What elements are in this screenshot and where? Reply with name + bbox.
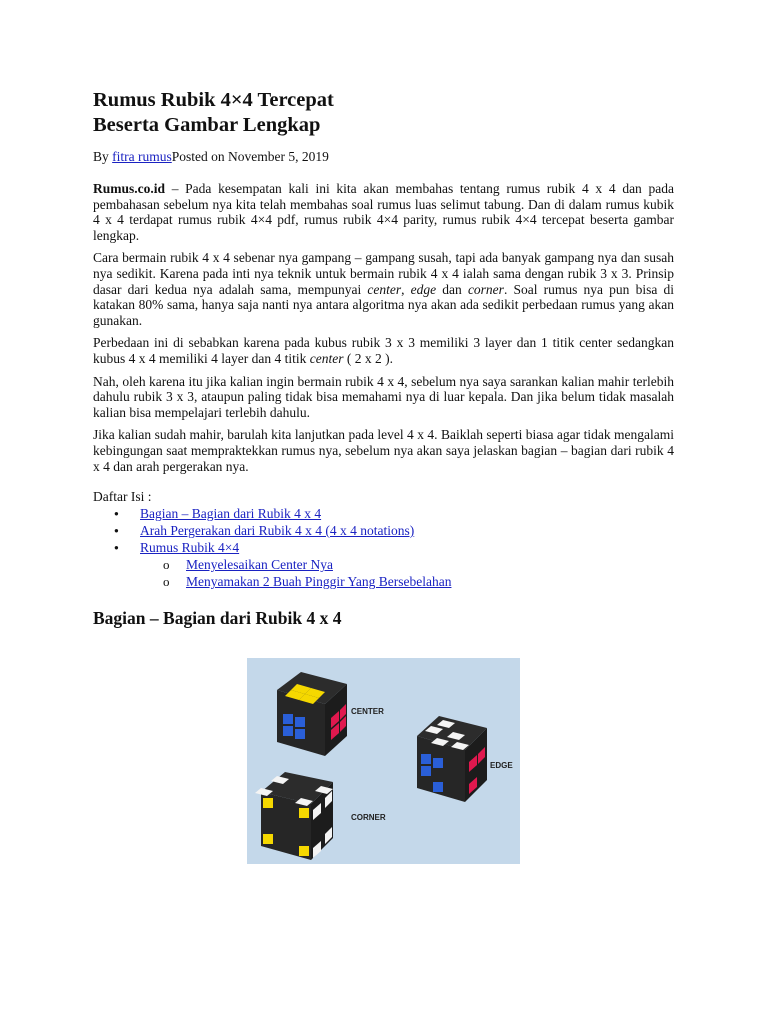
toc-link-arah[interactable]: Arah Pergerakan dari Rubik 4 x 4 (4 x 4 notations) xyxy=(140,523,415,539)
toc-link-bagian[interactable]: Bagian – Bagian dari Rubik 4 x 4 xyxy=(140,506,322,522)
toc-item xyxy=(93,505,674,522)
paragraph-advice: Nah, oleh karena itu jika kalian ingin bermain rubik 4 x 4, sebelum nya saya sarankan kalian mahir terlebih dahulu rubik 3 x 3, ataupun paling tidak bisa memahami nya di luar kepala. Dan jika belum tidak masalah kalian bisa mempelajari terlebih dahulu. xyxy=(93,373,674,420)
paragraph-intro xyxy=(93,181,674,243)
toc-list xyxy=(93,505,674,556)
posted-date: Posted on November 5, 2019 xyxy=(171,149,329,164)
center-label: CENTER xyxy=(351,707,384,716)
toc-heading: Daftar Isi : xyxy=(93,489,152,505)
toc-link-rumus[interactable]: Rumus Rubik 4×4 xyxy=(140,540,240,556)
toc-link-pinggir[interactable]: Menyamakan 2 Buah Pinggir Yang Bersebelahan xyxy=(186,574,452,590)
p2-text-a: Cara bermain rubik 4 x 4 sebenar nya gampang – gampang susah, tapi ada banyak gampang nya dan susah nya sedikit. Karena pada inti nya teknik untuk bermain rubik 4 x 4 ialah sama dengan rubik 3 x 3. Prinsip dasar dari kedua nya adalah sama, mempunyai xyxy=(93,250,674,297)
article-title xyxy=(93,88,674,138)
p2-comma: , xyxy=(401,281,411,297)
toc-sublist xyxy=(93,556,674,590)
toc-subitem xyxy=(93,573,674,590)
corner-label: CORNER xyxy=(351,813,386,822)
article-body xyxy=(93,88,674,629)
rubik-parts-image xyxy=(247,658,520,864)
p3-text-b: ( 2 x 2 ). xyxy=(343,350,393,366)
p3-text-a: Perbedaan ini di sebabkan karena pada kubus rubik 3 x 3 memiliki 3 layer dan 1 titik center sedangkan kubus 4 x 4 memiliki 4 layer dan 4 titik xyxy=(93,335,674,366)
byline xyxy=(93,148,674,166)
rubik-parts-figure xyxy=(247,658,520,864)
section-heading: Bagian – Bagian dari Rubik 4 x 4 xyxy=(93,608,342,629)
byline-prefix: By xyxy=(93,149,113,164)
paragraph-how-to-play xyxy=(93,250,674,328)
title-line-2: Beserta Gambar Lengkap xyxy=(93,114,321,136)
paragraph-difference xyxy=(93,335,674,366)
p3-center-term: center xyxy=(309,350,344,366)
p2-edge-term: edge xyxy=(410,281,437,297)
paragraph-intro-text: – Pada kesempatan kali ini kita akan membahas tentang rumus rubik 4 x 4 dan pada pembahasan sebelum nya kita telah membahas soal rumus luas selimut tabung. Dan di dalam rumus kubik 4 x 4 terdapat rumus rubik 4×4 pdf, rumus rubik 4×4 parity, rumus rubik 4×4 tercepat beserta gambar lengkap. xyxy=(93,181,674,243)
p2-text-b: . Soal rumus nya pun bisa di katakan 80% sama, hanya saja nanti nya antara algoritma nya akan ada sedikit perbedaan rumus yang akan gunakan. xyxy=(93,281,674,328)
paragraph-next-level: Jika kalian sudah mahir, barulah kita lanjutkan pada level 4 x 4. Baiklah seperti biasa agar tidak mengalami kebingungan saat mempraktekkan rumus nya, sebelum nya akan saya jelaskan bagian – bagian dari rubik 4 x 4 dan arah pergerakan nya. xyxy=(93,427,674,474)
table-of-contents xyxy=(93,488,674,590)
p2-dan: dan xyxy=(436,281,468,297)
toc-item xyxy=(93,539,674,556)
toc-item xyxy=(93,522,674,539)
title-line-1: Rumus Rubik 4×4 Tercepat xyxy=(93,89,334,111)
p2-center-term: center xyxy=(367,281,402,297)
toc-link-center[interactable]: Menyelesaikan Center Nya xyxy=(186,557,333,573)
edge-label: EDGE xyxy=(490,761,513,770)
site-name: Rumus.co.id xyxy=(93,181,166,196)
author-link[interactable]: fitra rumus xyxy=(112,149,172,164)
toc-subitem xyxy=(93,556,674,573)
p2-corner-term: corner xyxy=(467,281,504,297)
